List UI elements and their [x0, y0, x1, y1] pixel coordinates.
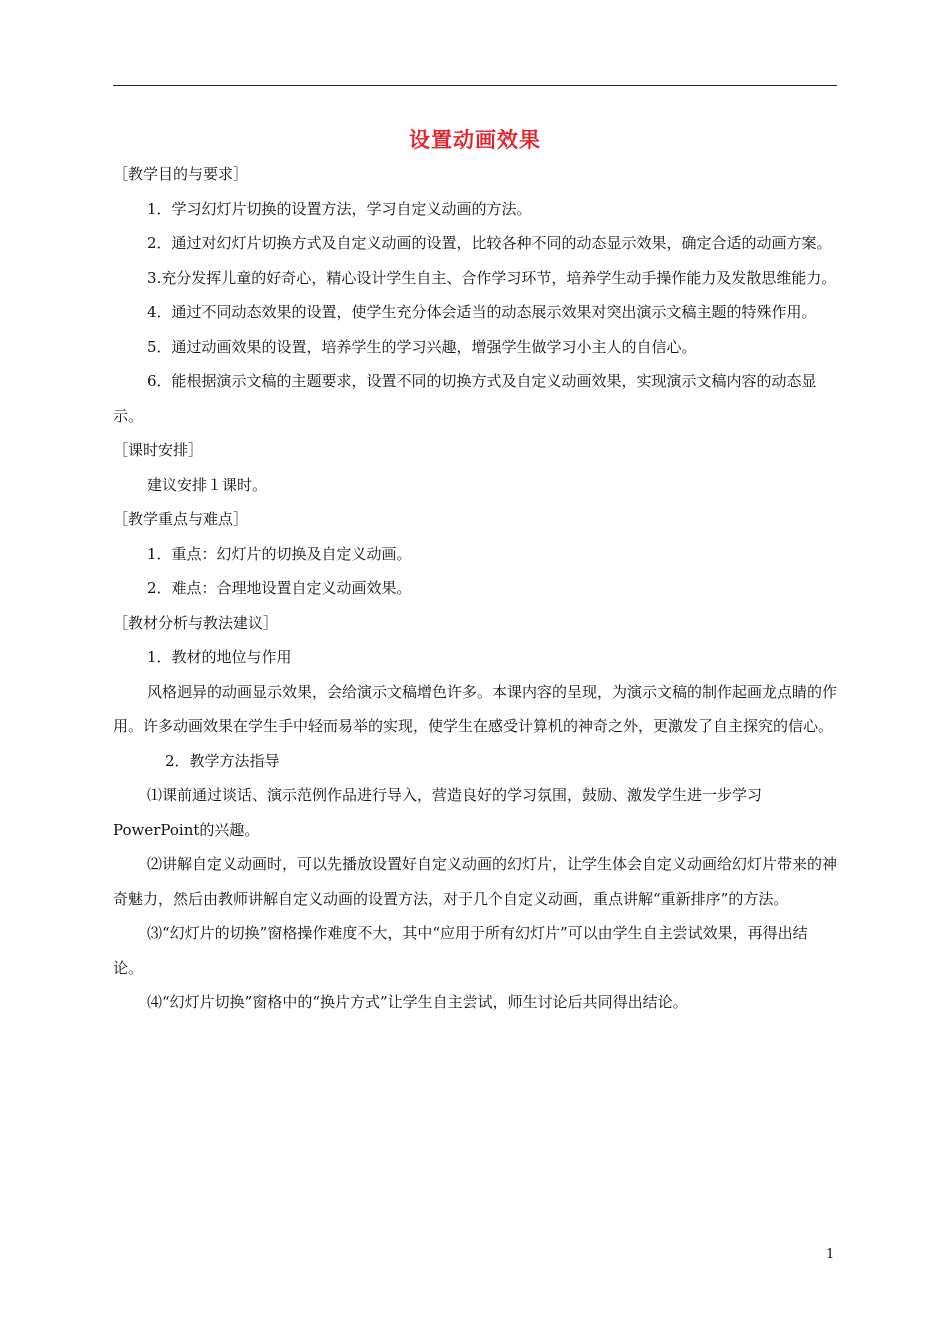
document-body: [113, 157, 837, 1020]
header-rule: [113, 85, 837, 86]
page-number: 1: [826, 1247, 835, 1262]
analysis-subtitle-2: 2．教学方法指导: [165, 751, 280, 770]
method-item: ⑵讲解自定义动画时，可以先播放设置好自定义动画的幻灯片，让学生体会自定义动画给幻灯片带来的神奇魅力，然后由教师讲解自定义动画的设置方法，对于几个自定义动画，重点讲解“重新排序”的方法。: [113, 855, 838, 908]
keypoint-item: 1．重点：幻灯片的切换及自定义动画。: [147, 544, 412, 563]
analysis-subtitle-1: 1．教材的地位与作用: [147, 648, 292, 666]
analysis-paragraph: 风格迥异的动画显示效果，会给演示文稿增色许多。本课内容的呈现，为演示文稿的制作起画龙点睛的作用。许多动画效果在学生手中轻而易举的实现，使学生在感受计算机的神奇之外，更激发了自主探究的信心。: [113, 682, 838, 735]
goal-item: 5．通过动画效果的设置，培养学生的学习兴趣，增强学生做学习小主人的自信心。: [147, 337, 697, 356]
section-heading-schedule: ［课时安排］: [113, 441, 204, 459]
goal-item: 4．通过不同动态效果的设置，使学生充分体会适当的动态展示效果对突出演示文稿主题的特殊作用。: [147, 303, 817, 321]
goal-item: 6．能根据演示文稿的主题要求，设置不同的切换方式及自定义动画效果，实现演示文稿内容的动态显示。: [113, 372, 817, 425]
section-heading-keypoints: ［教学重点与难点］: [113, 510, 249, 528]
method-item: ⑷“幻灯片切换”窗格中的“换片方式”让学生自主尝试，师生讨论后共同得出结论。: [147, 993, 688, 1011]
goal-item: 1．学习幻灯片切换的设置方法，学习自定义动画的方法。: [147, 199, 532, 218]
method-item: ⑴课前通过谈话、演示范例作品进行导入，营造良好的学习氛围，鼓励、激发学生进一步学习PowerPoint的兴趣。: [113, 786, 763, 839]
section-heading-analysis: ［教材分析与教法建议］: [113, 613, 279, 632]
section-heading-goals: ［教学目的与要求］: [113, 165, 249, 183]
goal-item: 3.充分发挥儿童的好奇心，精心设计学生自主、合作学习环节，培养学生动手操作能力及发散思维能力。: [147, 268, 837, 287]
goal-item: 2．通过对幻灯片切换方式及自定义动画的设置，比较各种不同的动态显示效果，确定合适的动画方案。: [147, 234, 832, 252]
schedule-text: 建议安排１课时。: [147, 475, 268, 494]
page-title: 设置动画效果: [409, 128, 541, 152]
method-item: ⑶“幻灯片的切换”窗格操作难度不大，其中“应用于所有幻灯片”可以由学生自主尝试效果，再得出结论。: [113, 924, 808, 977]
keypoint-item: 2．难点：合理地设置自定义动画效果。: [147, 579, 412, 597]
